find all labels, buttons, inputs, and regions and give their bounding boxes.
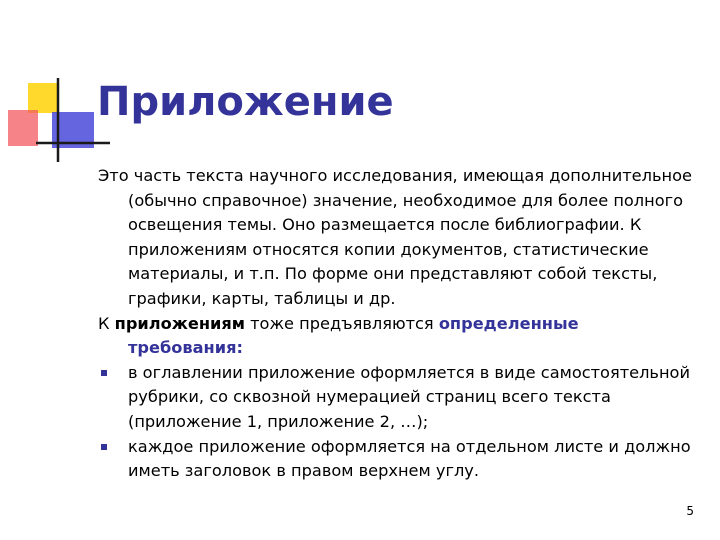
slide-body [98,164,698,484]
page-number: 5 [686,504,694,518]
intro-paragraph: Это часть текста научного исследования, имеющая дополнительное (обычно справочное) значение, необходимое для более полного освещения темы. Оно размещается после библиографии. К приложениям относятся копии документов, статистические материалы, и т.п. По форме они представляют собой тексты, графики, карты, таблицы и др. [98,166,692,308]
list-item-text: в оглавлении приложение оформляется в виде самостоятельной рубрики, со сквозной нумерацией страниц всего текста (приложение 1, приложение 2, …); [128,362,690,431]
list-item [98,361,698,435]
requirements-middle: тоже предъявляются [244,313,439,333]
list-item-text: каждое приложение оформляется на отдельном листе и должно иметь заголовок в правом верхнем углу. [128,436,691,481]
corner-decoration [0,0,110,170]
slide-title: Приложение [97,79,394,125]
square-bullet-icon [101,444,107,450]
list-item [98,435,698,484]
requirements-bold-term: приложениям [114,313,245,333]
requirements-prefix: К [98,313,115,333]
square-bullet-icon [101,370,107,376]
requirements-paragraph [98,312,698,361]
requirements-list [98,361,698,484]
requirements-highlight: определенные требования: [128,313,579,358]
